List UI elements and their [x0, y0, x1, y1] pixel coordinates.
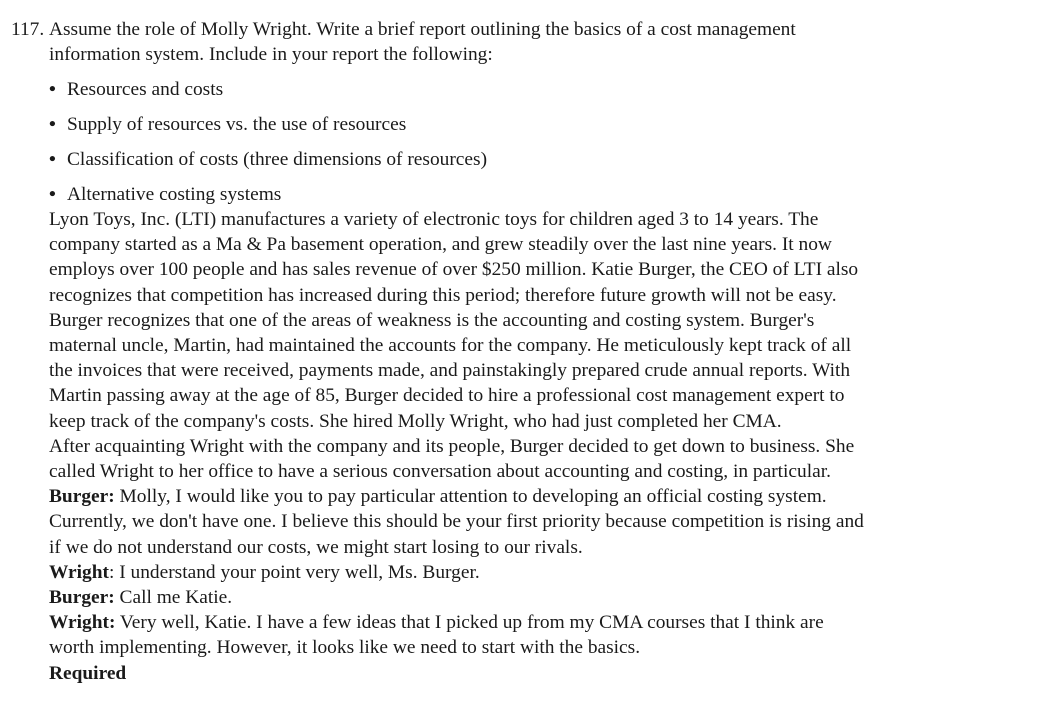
bullet-icon: •: [49, 114, 56, 135]
text-line: [49, 484, 1039, 509]
list-item: [49, 182, 281, 207]
text-line: the invoices that were received, payments made, and painstakingly prepared crude annual reports. With: [49, 360, 851, 382]
dialogue-text: Very well, Katie. I have a few ideas that I picked up from my CMA courses that I think are: [115, 612, 824, 634]
dialogue-text: Call me Katie.: [114, 587, 233, 609]
text-line: Burger recognizes that one of the areas of weakness is the accounting and costing system. Burger's: [49, 309, 815, 331]
text-line: called Wright to her office to have a serious conversation about accounting and costing, in particular.: [49, 461, 831, 483]
speaker-label: Wright:: [49, 612, 116, 634]
bullet-icon: •: [49, 149, 56, 170]
list-item-text: Supply of resources vs. the use of resources: [67, 114, 407, 135]
dialogue-text: : I understand your point very well, Ms. Burger.: [108, 561, 480, 583]
question-block: [11, 17, 1036, 67]
dialogue-wright-1: [49, 560, 1039, 585]
question-prompt-line: information system. Include in your report the following:: [49, 44, 493, 66]
text-line: After acquainting Wright with the company and its people, Burger decided to get down to business. She: [49, 435, 855, 457]
text-line: keep track of the company's costs. She hired Molly Wright, who had just completed her CMA.: [49, 410, 782, 432]
list-item: [49, 147, 487, 172]
text-line: [49, 585, 1039, 610]
text-line: Currently, we don't have one. I believe this should be your first priority because competition is rising and: [49, 511, 864, 533]
text-line: worth implementing. However, it looks like we need to start with the basics.: [49, 637, 641, 659]
dialogue-burger-1: [49, 484, 1039, 560]
question-header: [11, 17, 1036, 67]
list-item-text: Alternative costing systems: [67, 184, 282, 205]
text-line: Martin passing away at the age of 85, Burger decided to hire a professional cost management expert to: [49, 385, 845, 407]
question-prompt: [49, 17, 1036, 67]
list-item-text: Classification of costs (three dimensions of resources): [67, 149, 488, 170]
dialogue-burger-2: [49, 585, 1039, 610]
required-label: Required: [49, 662, 127, 684]
text-line: maternal uncle, Martin, had maintained the accounts for the company. He meticulously kept track of all: [49, 335, 852, 357]
dialogue-text: Molly, I would like you to pay particular attention to developing an official costing system.: [114, 486, 827, 508]
case-text: [49, 207, 1039, 686]
text-line: [49, 560, 1039, 585]
text-line: [49, 610, 1039, 635]
text-line: Lyon Toys, Inc. (LTI) manufactures a variety of electronic toys for children aged 3 to 14 years. The: [49, 209, 819, 230]
bullet-icon: •: [49, 184, 56, 205]
question-number: 117.: [11, 19, 45, 40]
speaker-label: Burger:: [49, 587, 115, 609]
list-item-text: Resources and costs: [67, 79, 224, 100]
case-paragraph: [49, 207, 1039, 434]
list-item: [49, 112, 406, 137]
speaker-label: Wright: [49, 561, 109, 583]
case-paragraph: [49, 434, 1039, 484]
text-line: employs over 100 people and has sales revenue of over $250 million. Katie Burger, the CEO of LTI also: [49, 259, 859, 281]
dialogue-wright-2: [49, 610, 1039, 660]
required-heading: [49, 661, 1039, 686]
text-line: company started as a Ma & Pa basement operation, and grew steadily over the last nine years. It now: [49, 234, 832, 256]
bullet-icon: •: [49, 79, 56, 100]
speaker-label: Burger:: [49, 486, 115, 508]
text-line: if we do not understand our costs, we might start losing to our rivals.: [49, 536, 583, 558]
question-prompt-line: Assume the role of Molly Wright. Write a brief report outlining the basics of a cost management: [49, 19, 796, 40]
list-item: [49, 77, 223, 102]
text-line: recognizes that competition has increased during this period; therefore future growth will not be easy.: [49, 284, 837, 306]
